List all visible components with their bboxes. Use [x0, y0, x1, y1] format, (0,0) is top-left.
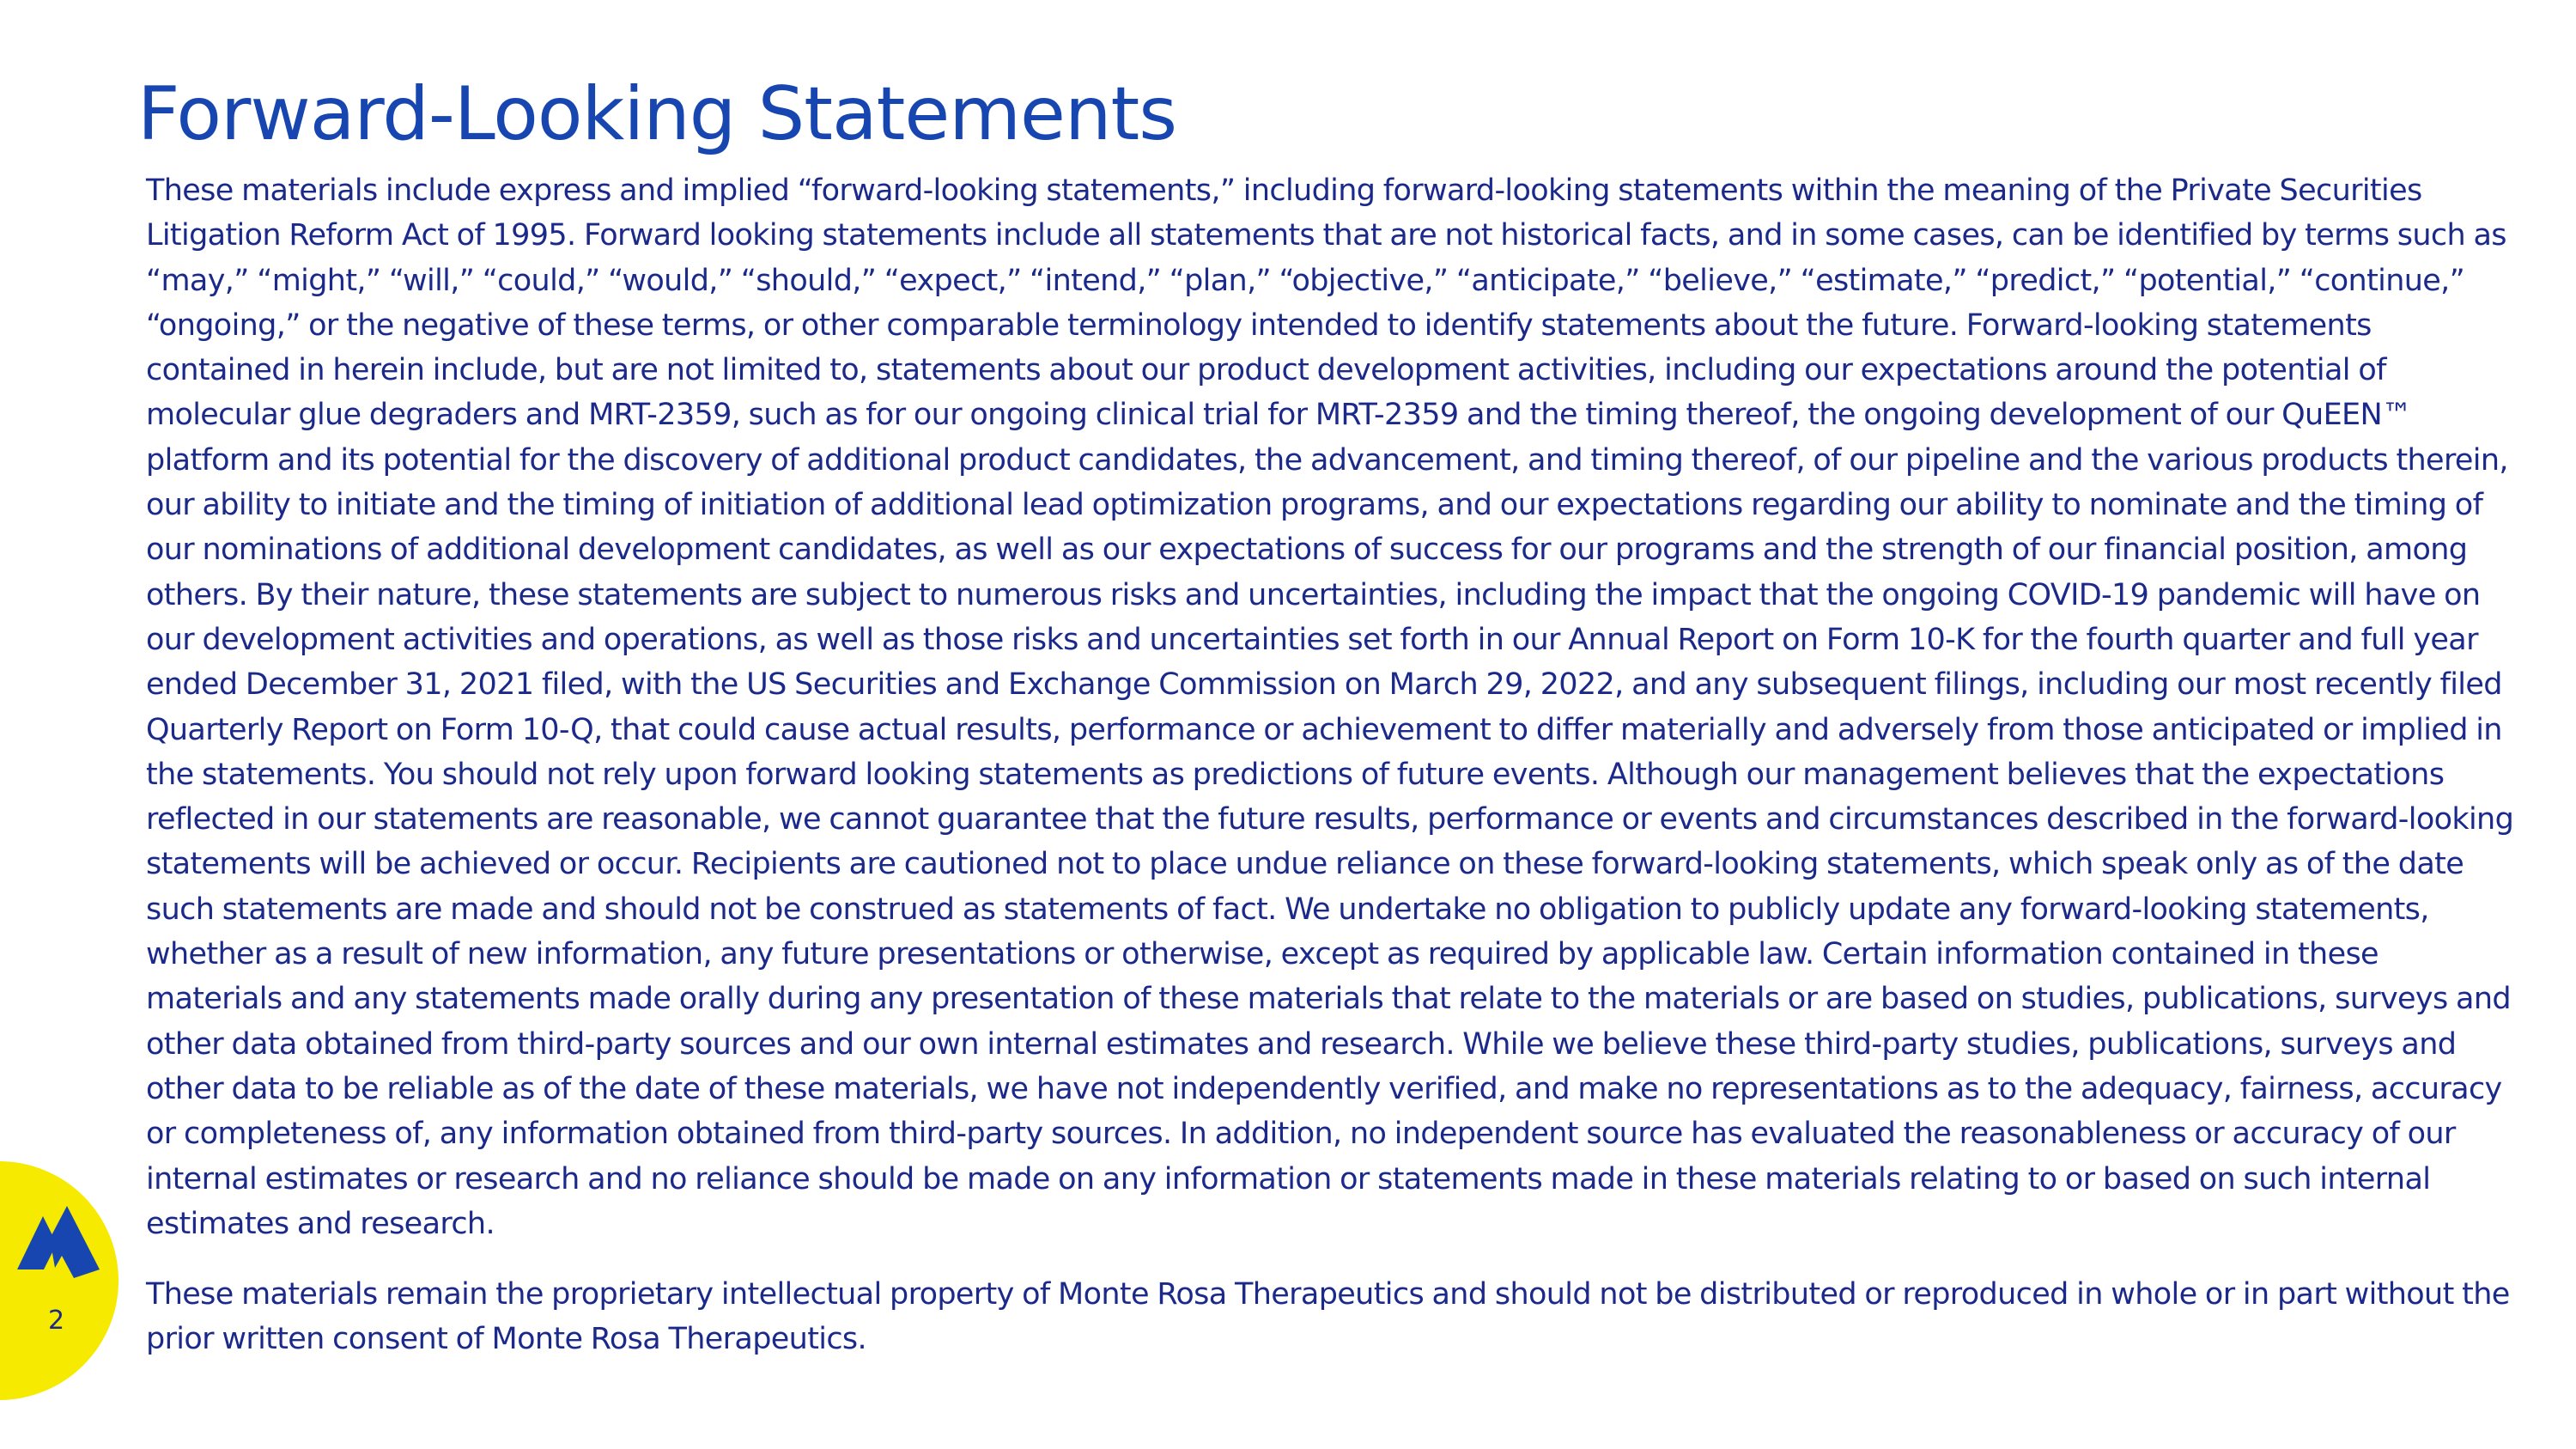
proprietary-notice-paragraph: These materials remain the proprietary intellectual property of Monte Rosa Therapeutics and should not be distributed or reproduced in whole or in part without the prior written consent of Monte Rosa Therapeutics. — [146, 1277, 2510, 1357]
slide-body — [146, 168, 2516, 1362]
yellow-corner-badge — [0, 1161, 118, 1400]
monte-rosa-logo-icon — [17, 1206, 100, 1278]
page-title: Forward-Looking Statements — [137, 71, 1176, 157]
page-number: 2 — [48, 1306, 65, 1336]
disclaimer-paragraph: These materials include express and implied “forward-looking statements,” including forward-looking statements within the meaning of the Private Securities Litigation Reform Act of 1995. Forward looking statements include all statements that are not historical facts, and in some cases, can be identified by terms such as “may,” “might,” “will,” “could,” “would,” “should,” “expect,” “intend,” “plan,” “objective,” “anticipate,” “believe,” “estimate,” “predict,” “potential,” “continue,” “ongoing,” or the negative of these terms, or other comparable terminology intended to identify statements about the future. Forward-looking statements contained in herein include, but are not limited to, statements about our product development activities, including our expectations around the potential of molecular glue degraders and MRT-2359, such as for our ongoing clinical trial for MRT-2359 and the timing thereof, the ongoing development of our QuEEN™ platform and its potential for the discovery of additional product candidates, the advancement, and timing thereof, of our pipeline and the various products therein, our ability to initiate and the timing of initiation of additional lead optimization programs, and our expectations regarding our ability to nominate and the timing of our nominations of additional development candidates, as well as our expectations of success for our programs and the strength of our financial position, among others. By their nature, these statements are subject to numerous risks and uncertainties, including the impact that the ongoing COVID-19 pandemic will have on our development activities and operations, as well as those risks and uncertainties set forth in our Annual Report on Form 10-K for the fourth quarter and full year ended December 31, 2021 filed, with the US Securities and Exchange Commission on March 29, 2022, and any subsequent filings, including our most recently filed Quarterly Report on Form 10-Q, that could cause actual results, performance or achievement to differ materially and adversely from those anticipated or implied in the statements. You should not rely upon forward looking statements as predictions of future events. Although our management believes that the expectations reflected in our statements are reasonable, we cannot guarantee that the future results, performance or events and circumstances described in the forward-looking statements will be achieved or occur. Recipients are cautioned not to place undue reliance on these forward-looking statements, which speak only as of the date such statements are made and should not be construed as statements of fact. We undertake no obligation to publicly update any forward-looking statements, whether as a result of new information, any future presentations or otherwise, except as required by applicable law. Certain information contained in these materials and any statements made orally during any presentation of these materials that relate to the materials or are based on studies, publications, surveys and other data obtained from third-party sources and our own internal estimates and research. While we believe these third-party studies, publications, surveys and other data to be reliable as of the date of these materials, we have not independently verified, and make no representations as to the adequacy, fairness, accuracy or completeness of, any information obtained from third-party sources. In addition, no independent source has evaluated the reasonableness or accuracy of our internal estimates or research and no reliance should be made on any information or statements made in these materials relating to or based on such internal estimates and research. — [146, 174, 2514, 1241]
